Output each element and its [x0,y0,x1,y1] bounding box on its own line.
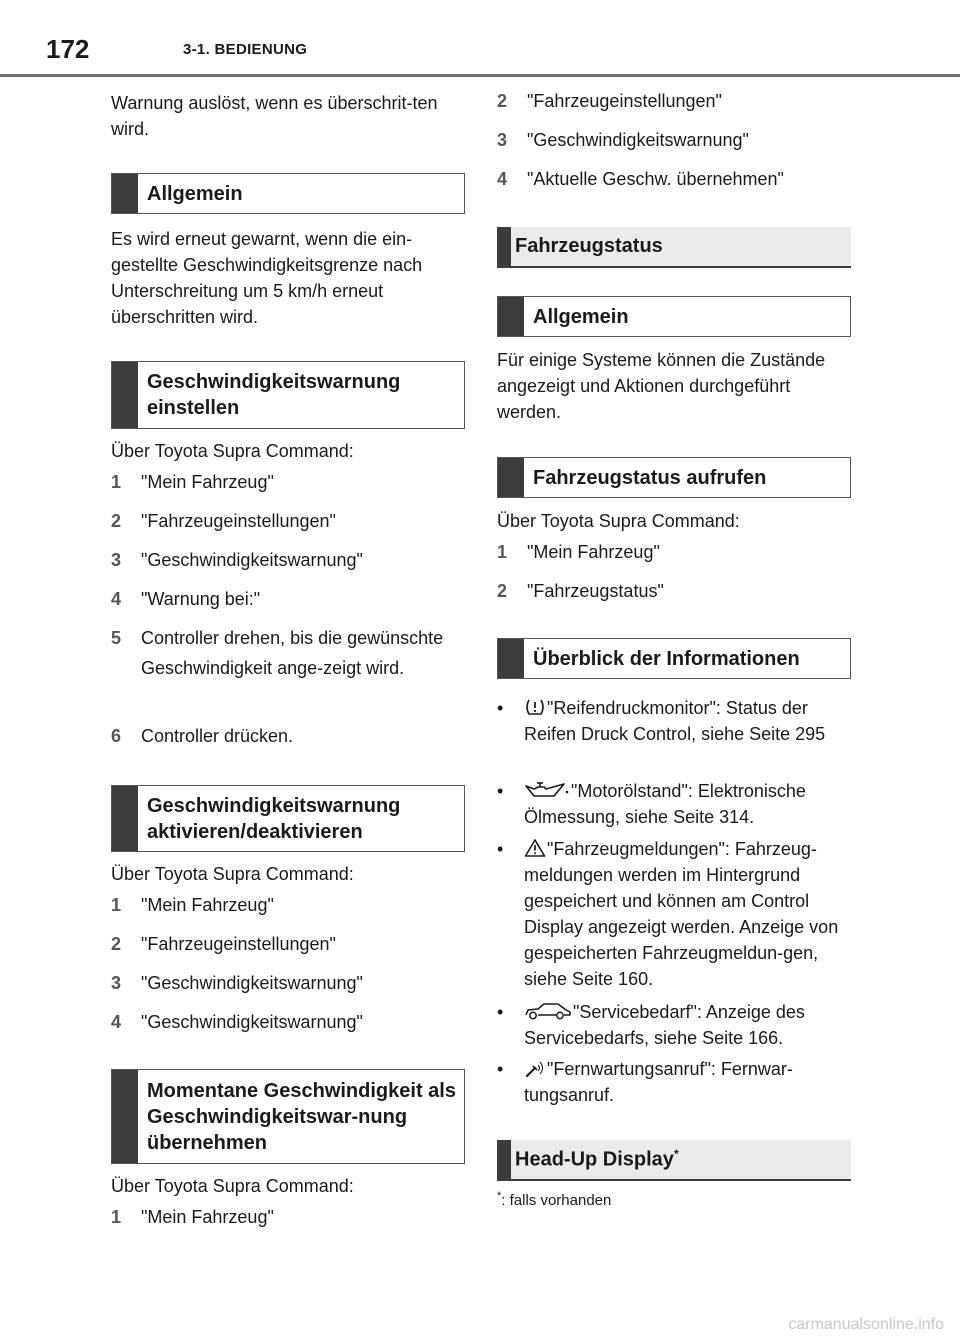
heading-open-vehicle-status: Fahrzeugstatus aufrufen [497,457,851,498]
heading-adopt-current-speed: Momentane Geschwindigkeit als Geschwindigkeitswar-nung übernehmen [111,1069,465,1164]
vehicle-status-text: Für einige Systeme können die Zustände angezeigt und Aktionen durchgeführt werden. [497,350,826,422]
command-intro-3: Über Toyota Supra Command: [111,1176,354,1196]
wrench-signal-icon [524,1058,546,1078]
command-intro-4: Über Toyota Supra Command: [497,511,740,531]
oil-can-icon [524,780,570,800]
heading-allgemein: Allgemein [111,173,465,214]
car-service-icon [524,1001,572,1021]
warning-triangle-icon [524,838,546,858]
heading-info-overview: Überblick der Informationen [497,638,851,679]
general-text: Es wird erneut gewarnt, wenn die ein-gestellte Geschwindigkeitsgrenze nach Unterschreitung um 5 km/h erneut überschritten wird. [111,229,423,327]
footnote: *: falls vorhanden [497,1190,612,1209]
intro-text: Warnung auslöst, wenn es überschrit-ten wird. [111,93,438,139]
section-vehicle-status: Fahrzeugstatus [497,227,851,268]
command-intro-2: Über Toyota Supra Command: [111,864,354,884]
chapter-title: 3-1. BEDIENUNG [183,41,308,58]
section-head-up-display: Head-Up Display* [497,1140,851,1181]
header-rule [0,74,960,77]
heading-toggle-speed-warning: Geschwindigkeitswarnung aktivieren/deaktivieren [111,785,465,852]
command-intro-1: Über Toyota Supra Command: [111,441,354,461]
page-number: 172 [46,34,90,64]
tire-pressure-icon [524,697,546,717]
heading-set-speed-warning: Geschwindigkeitswarnung einstellen [111,361,465,429]
watermark: carmanualsonline.info [788,1316,944,1333]
heading-allgemein: Allgemein [497,296,851,337]
page-header [0,0,960,78]
